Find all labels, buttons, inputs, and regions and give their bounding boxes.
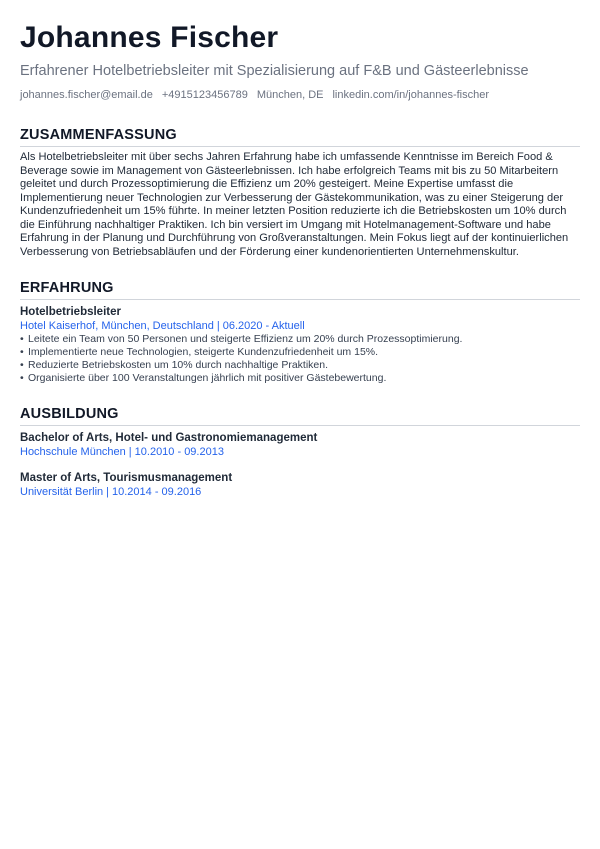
degree-title: Master of Arts, Tourismusmanagement: [20, 472, 233, 484]
degree-school: Universität Berlin: [20, 486, 104, 498]
degree-meta: [20, 485, 580, 499]
candidate-name: Johannes Fischer: [20, 21, 279, 54]
bullet-marker: •: [20, 346, 24, 358]
degree-period: 10.2010 - 09.2013: [134, 446, 224, 458]
job-title: Hotelbetriebsleiter: [20, 306, 121, 318]
bullet-text: Reduzierte Betriebskosten um 10% durch nachhaltige Praktiken.: [28, 359, 328, 371]
degree-meta-separator: |: [128, 446, 132, 458]
degree-period: 10.2014 - 09.2016: [112, 486, 202, 498]
summary-text: Als Hotelbetriebsleiter mit über sechs Jahren Erfahrung habe ich umfassende Kenntnisse im Bereich Food & Beverage sowie im Management von Gästeerlebnissen. Ich habe erfolgreich Teams mit bis zu 50 Mitarbeitern geleitet und durch Prozessoptimierung die Effizienz um 20% gesteigert. Meine Expertise umfasst die Implementierung neuer Technologien zur Verbesserung der Gästekommunikation, was zu einer Steigerung der Kundenzufriedenheit um 15% führte. In meiner letzten Position reduzierte ich die Betriebskosten um 10% durch die Einführung nachhaltiger Praktiken. Ich bin versiert im Umgang mit Hotelmanagement-Software und habe Erfahrung in der Planung und Durchführung von Großveranstaltungen. Mein Fokus liegt auf der kontinuierlichen Verbesserung von Betriebsabläufen und der Förderung einer kundenorientierten Unternehmenskultur.: [20, 151, 569, 258]
education-entry: [20, 471, 580, 499]
contact-row: [20, 88, 580, 102]
education-entry: [20, 431, 580, 459]
experience-section: [20, 279, 580, 385]
experience-heading: ERFAHRUNG: [20, 279, 580, 300]
degree-school: Hochschule München: [20, 446, 126, 458]
job-meta-separator: |: [216, 320, 220, 332]
contact-location: München, DE: [256, 89, 324, 101]
bullet-text: Leitete ein Team von 50 Personen und steigerte Effizienz um 20% durch Prozessoptimierung.: [28, 333, 463, 345]
bullet-marker: •: [20, 333, 24, 345]
bullet-text: Organisierte über 100 Veranstaltungen jährlich mit positiver Gästebewertung.: [28, 372, 387, 384]
contact-linkedin[interactable]: linkedin.com/in/johannes-fischer: [332, 89, 490, 101]
education-heading: AUSBILDUNG: [20, 405, 580, 426]
job-period: 06.2020 - Aktuell: [222, 320, 305, 332]
list-item: [20, 372, 580, 385]
degree-title: Bachelor of Arts, Hotel- und Gastronomiemanagement: [20, 432, 318, 444]
list-item: [20, 333, 580, 346]
degree-meta-separator: |: [106, 486, 109, 498]
job-bullets: [20, 333, 580, 385]
degree-meta: [20, 445, 580, 459]
candidate-headline: Erfahrener Hotelbetriebsleiter mit Spezialisierung auf F&B und Gästeerlebnisse: [20, 63, 529, 79]
bullet-text: Implementierte neue Technologien, steigerte Kundenzufriedenheit um 15%.: [28, 346, 379, 358]
job-company: Hotel Kaiserhof, München, Deutschland: [20, 320, 214, 332]
list-item: [20, 359, 580, 372]
education-section: [20, 405, 580, 499]
bullet-marker: •: [20, 372, 24, 384]
experience-entry: [20, 305, 580, 385]
contact-phone[interactable]: +4915123456789: [161, 89, 248, 101]
job-meta: [20, 319, 580, 333]
summary-section: [20, 126, 580, 259]
summary-heading: ZUSAMMENFASSUNG: [20, 126, 580, 147]
bullet-marker: •: [20, 359, 24, 371]
contact-email[interactable]: johannes.fischer@email.de: [20, 89, 153, 101]
list-item: [20, 346, 580, 359]
